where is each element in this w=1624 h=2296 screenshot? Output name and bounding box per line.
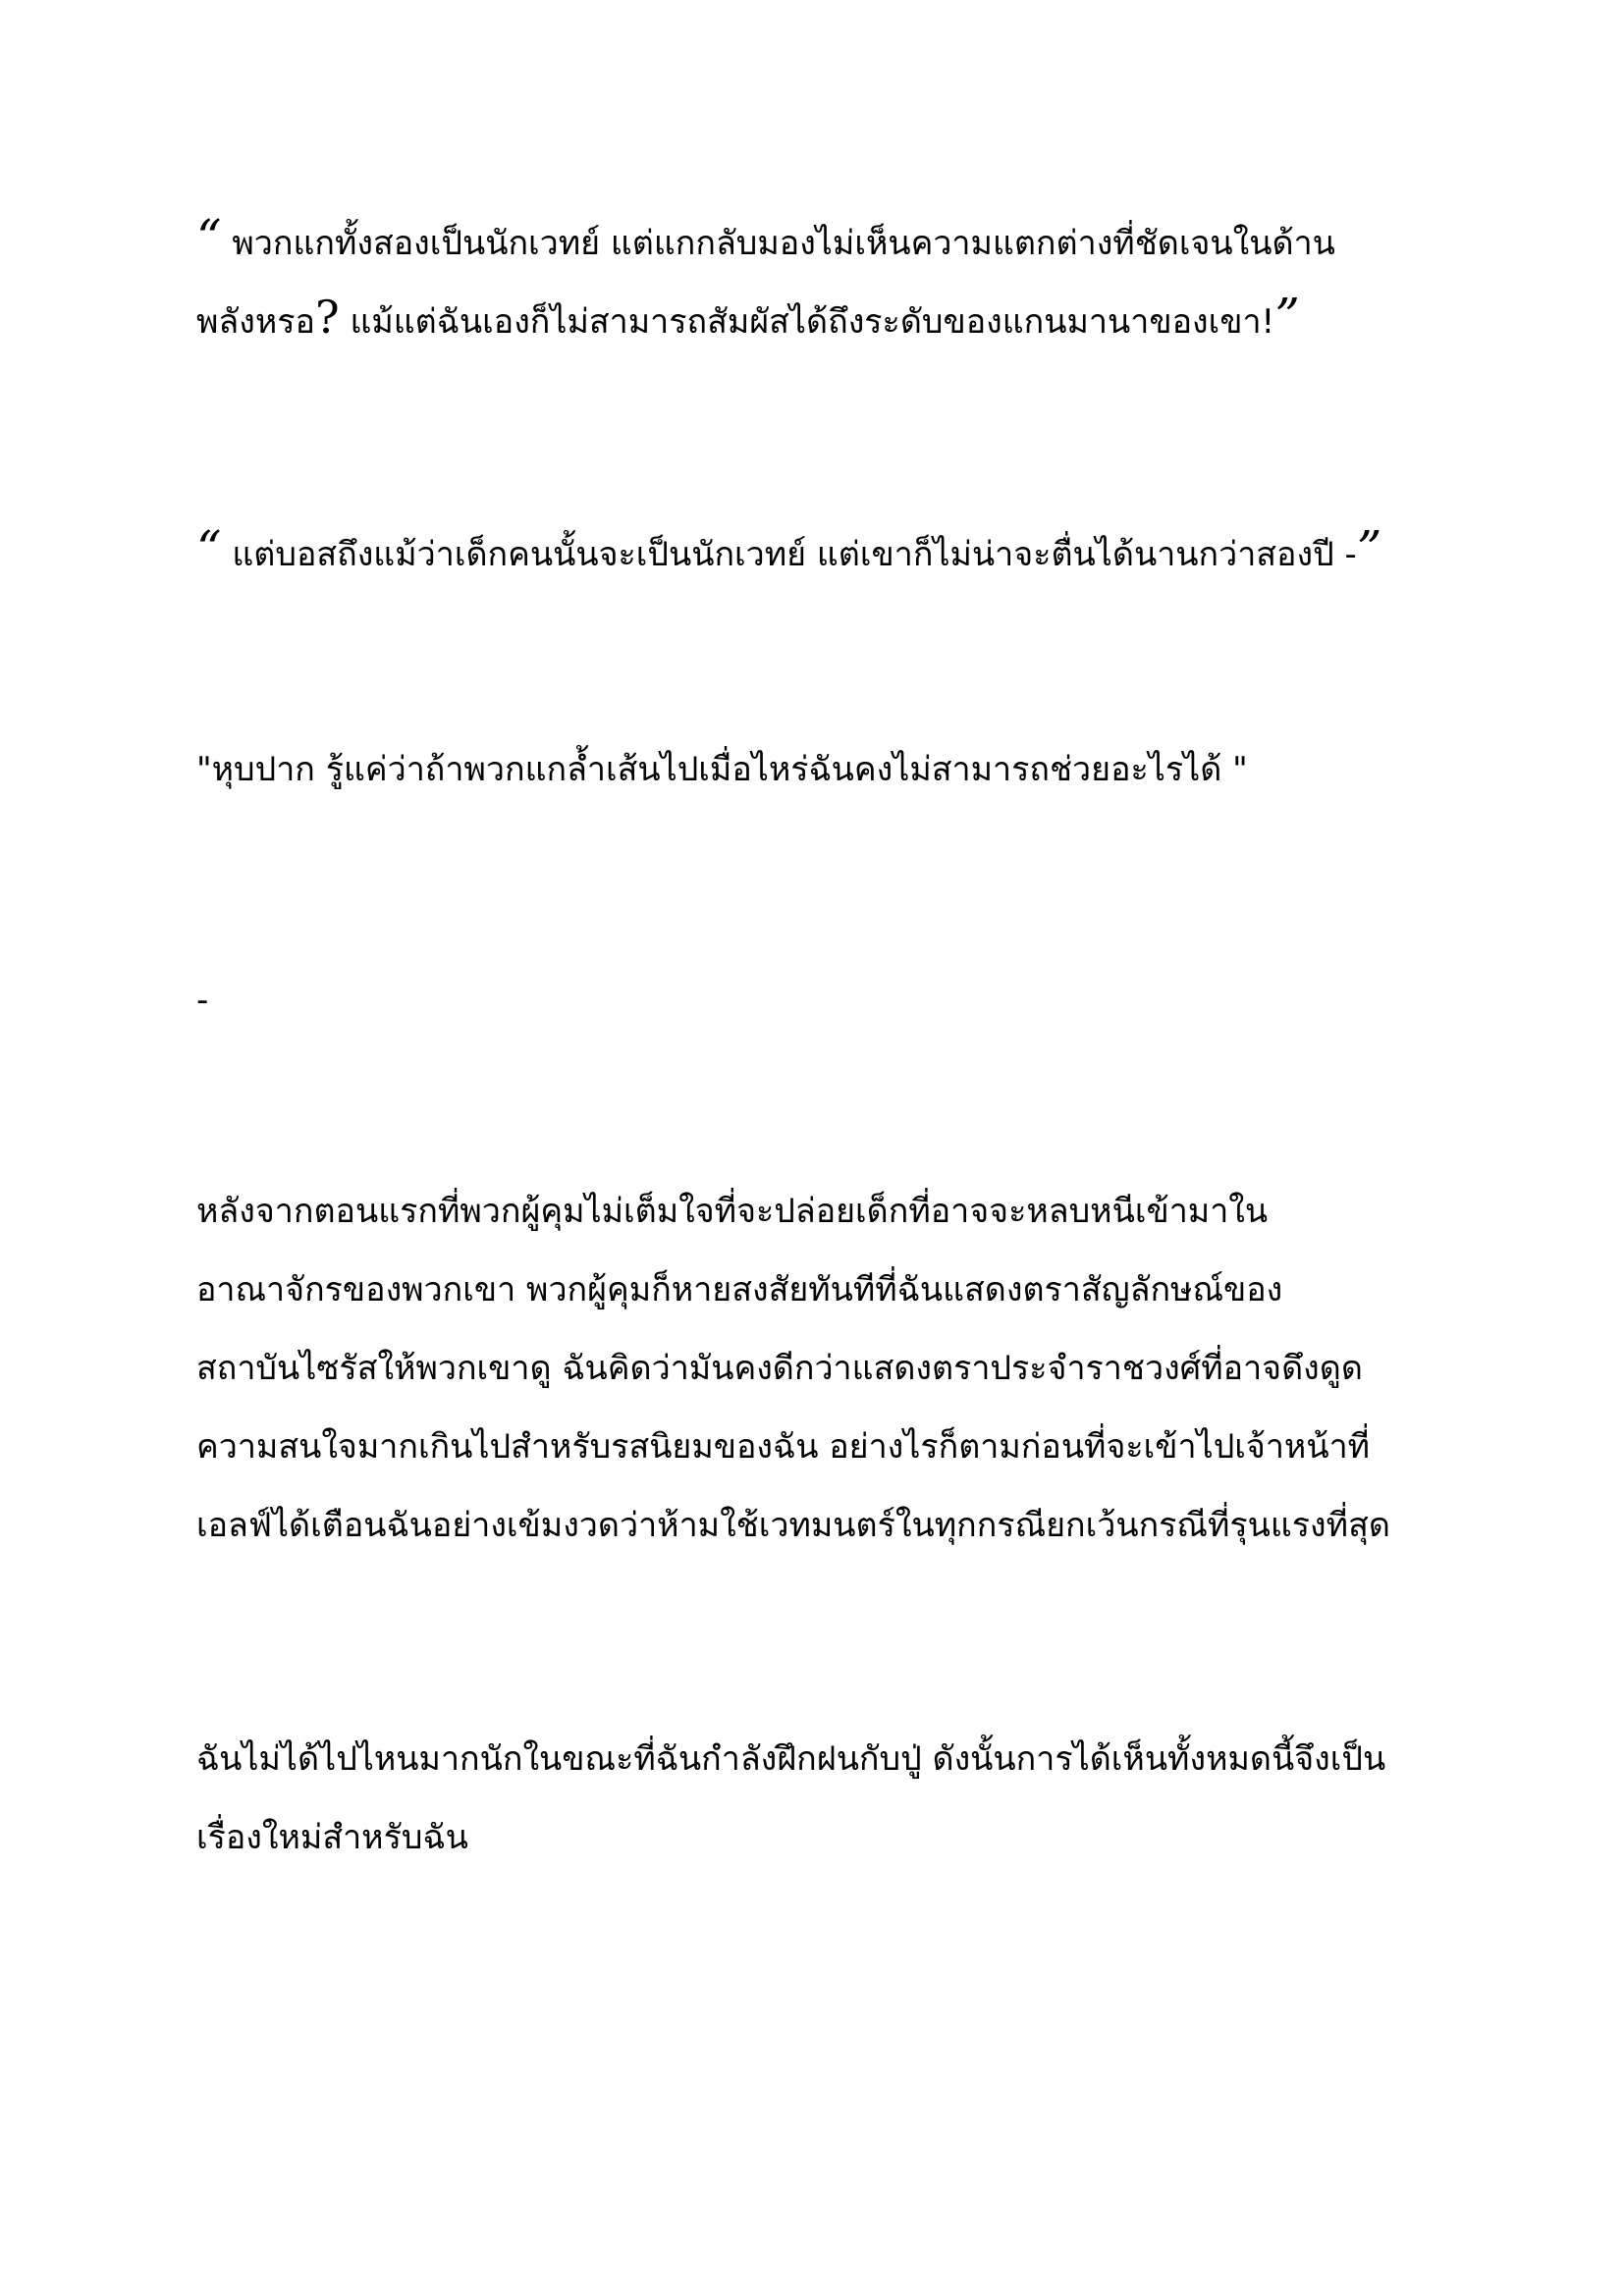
paragraph-1-line-1 [196,209,1473,267]
text: พวกแกทั้งสองเป็นนักเวทย์ แต่แกกลับมองไม่เห็นความแตกต่างที่ชัดเจนในด้าน [232,224,1335,263]
question-mark: ? [314,291,340,344]
text: พลังหรอ [196,302,315,342]
paragraph-2 [196,520,1473,578]
paragraph-5-line-2: เรื่องใหม่สำหรับฉัน [196,1818,468,1857]
paragraph-3: "หุบปาก รู้แค่ว่าถ้าพวกแกล้ำเส้นไปเมื่อไหร่ฉันคงไม่สามารถช่วยอะไรได้ " [196,750,1248,789]
open-quote: “ [196,520,222,577]
paragraph-5-line-1: ฉันไม่ได้ไปไหนมากนักในขณะที่ฉันกำลังฝึกฝนกับปู่ ดังนั้นการได้เห็นทั้งหมดนี้จึงเป็น [196,1739,1386,1779]
paragraph-4-line-1: หลังจากตอนแรกที่พวกผู้คุมไม่เต็มใจที่จะปล่อยเด็กที่อาจจะหลบหนีเข้ามาใน [196,1192,1269,1231]
close-quote: ” [1356,520,1382,577]
paragraph-4-line-2: อาณาจักรของพวกเขา พวกผู้คุมก็หายสงสัยทันทีที่ฉันแสดงตราสัญลักษณ์ของ [196,1270,1283,1309]
paragraph-4-line-4: ความสนใจมากเกินไปสำหรับรสนิยมของฉัน อย่างไรก็ตามก่อนที่จะเข้าไปเจ้าหน้าที่ [196,1427,1371,1467]
text: แม้แต่ฉันเองก็ไม่สามารถสัมผัสได้ถึงระดับของแกนมานาของเขา! [350,302,1275,342]
open-quote: “ [196,209,222,266]
scene-divider: - [196,981,209,1020]
close-quote: ” [1274,288,1300,345]
paragraph-4-line-3: สถาบันไซรัสให้พวกเขาดู ฉันคิดว่ามันคงดีกว่าแสดงตราประจำราชวงศ์ที่อาจดึงดูด [196,1349,1363,1388]
paragraph-1-line-2 [196,288,1473,346]
paragraph-4-line-5: เอลฟ์ได้เตือนฉันอย่างเข้มงวดว่าห้ามใช้เวทมนตร์ในทุกกรณียกเว้นกรณีที่รุนแรงที่สุด [196,1506,1390,1545]
text: แต่บอสถึงแม้ว่าเด็กคนนั้นจะเป็นนักเวทย์ แต่เขาก็ไม่น่าจะตื่นได้นานกว่าสองปี - [232,535,1357,574]
